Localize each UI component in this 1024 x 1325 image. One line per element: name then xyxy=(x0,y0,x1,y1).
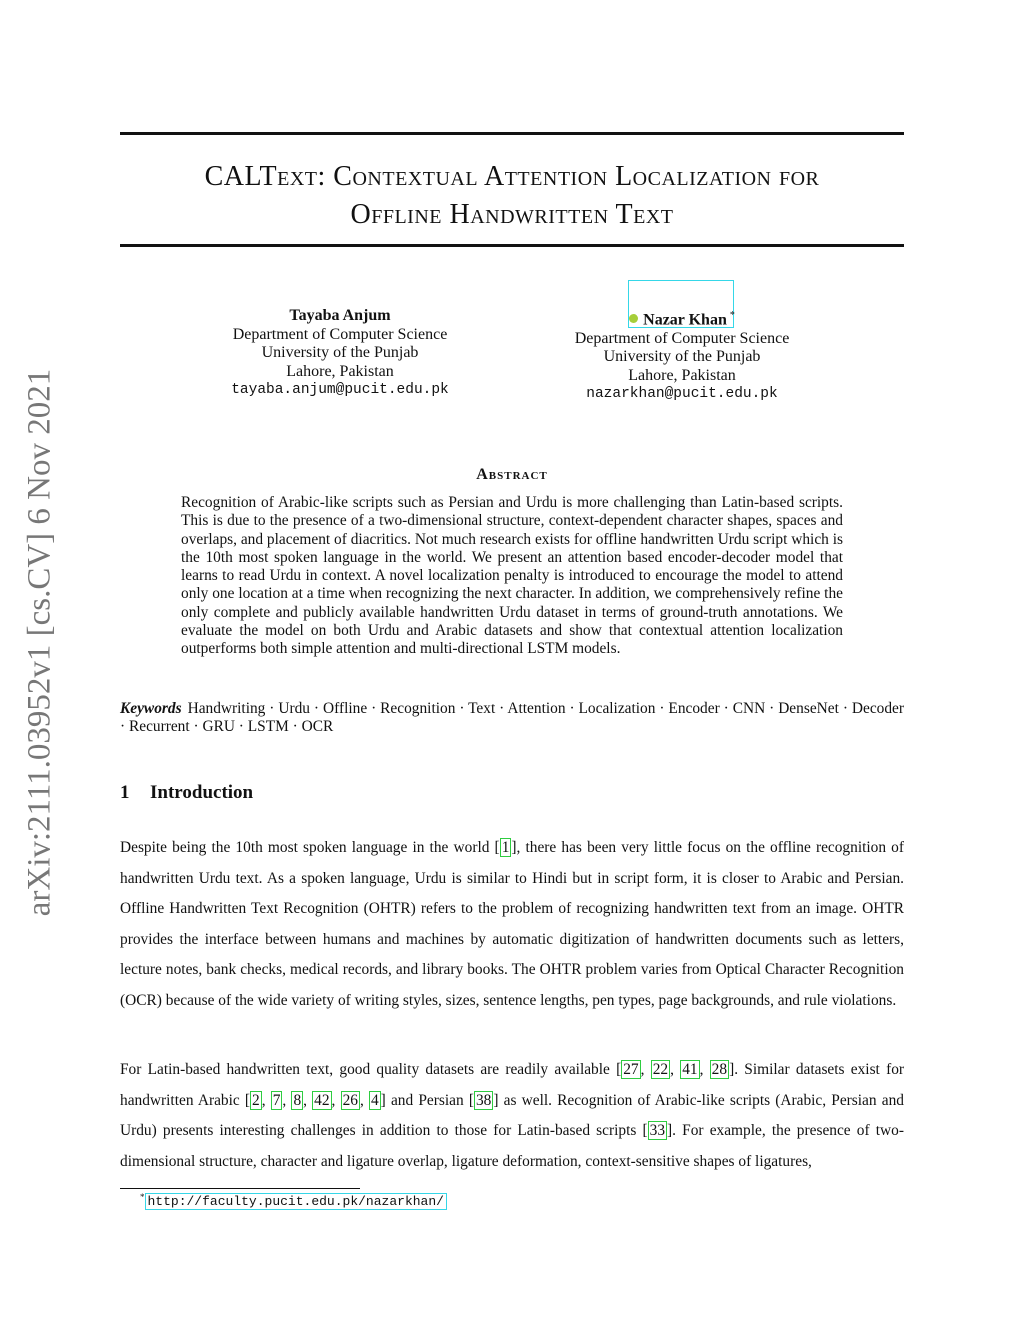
author-department: Department of Computer Science xyxy=(574,329,790,347)
footnote-mark: * xyxy=(140,1192,145,1202)
citation-link[interactable]: 22 xyxy=(652,1061,669,1078)
author-location: Lahore, Pakistan xyxy=(286,362,394,380)
abstract-heading: Abstract xyxy=(476,466,548,483)
citation-link[interactable]: 7 xyxy=(272,1091,281,1109)
para-text: ] as well. Recognition of Arabic-like scripts (Arabic, Persian and Urdu) presents interesting challenges in addition to those for Latin-based scripts [ xyxy=(120,1091,904,1139)
title-bottom-rule xyxy=(120,244,904,247)
author-email[interactable]: tayaba.anjum@pucit.edu.pk xyxy=(231,382,449,398)
author-university: University of the Punjab xyxy=(603,348,761,366)
author-email[interactable]: nazarkhan@pucit.edu.pk xyxy=(586,386,778,403)
author-location: Lahore, Pakistan xyxy=(628,366,736,384)
intro-paragraph-2: For Latin-based handwritten text, good quality datasets are readily available [ 27 , 22 , 41 , 28 ]. Similar datasets exist for handwritten Arabic [ 2 , 7 , 8 , 42 , 26 , 4 ] and Persian [ 38 ] as well. Recognition of Arabic-like scripts (Arabic, Persian and Urdu) presents interesting challenges in addition to those for Latin-based scripts [ 33 ]. For example, the presence of two-dimensional structure, character and ligature overlap, ligature deformation, context-sensitive shapes of ligatures, xyxy=(120,1061,905,1170)
arxiv-stamp xyxy=(5,355,75,930)
para-text: ], there has been very little focus on the offline recognition of handwritten Urdu text. As a spoken language, Urdu is similar to Hindi but in script form, it is closer to Arabic and Persian. Offline Handwritten Text Recognition (OHTR) refers to the problem of recognizing handwritten text from an image. OHTR provides the interface between humans and machines by automatic digitization of handwritten documents such as letters, lecture notes, bank checks, medical records, and library books. The OHTR problem varies from Optical Character Recognition (OCR) because of the wide variety of writing styles, sizes, sentence lengths, pen types, page backgrounds, and rule violations. xyxy=(120,839,904,1009)
author-department: Department of Computer Science xyxy=(232,325,448,343)
title-top-rule xyxy=(120,132,904,135)
title-line-2: Offline Handwritten Text xyxy=(350,199,674,230)
citation-link[interactable]: 26 xyxy=(342,1091,358,1109)
para-text: ] and Persian [ xyxy=(380,1091,474,1109)
author-university: University of the Punjab xyxy=(261,344,419,361)
author-name: Tayaba Anjum xyxy=(289,307,391,324)
para-text: ]. For example, the presence of two-dimensional structure, character and ligature overlap, ligature deformation, context-sensitive shapes of ligatures, xyxy=(120,1122,904,1170)
keywords-list: Handwriting · Urdu · Offline · Recognition · Text · Attention · Localization · Encoder · CNN · DenseNet · Decoder · Recurrent · GRU · LSTM · OCR xyxy=(120,700,904,736)
intro-paragraph-1 xyxy=(120,833,904,1016)
citation-link[interactable]: 33 xyxy=(649,1122,666,1139)
citation-link[interactable]: 8 xyxy=(293,1091,302,1109)
citation-link[interactable]: 38 xyxy=(475,1091,492,1109)
paper-title xyxy=(120,158,904,234)
footnote-rule xyxy=(120,1188,360,1189)
citation-link[interactable]: 4 xyxy=(370,1091,379,1109)
author-block-2 xyxy=(532,307,832,404)
author-block-1 xyxy=(190,307,490,400)
para-text: For Latin-based handwritten text, good quality datasets are readily available [ xyxy=(120,1061,622,1078)
title-line-1: CALText: Contextual Attention Localization for xyxy=(204,161,820,192)
author-name[interactable]: Nazar Khan xyxy=(643,311,727,329)
keywords-label: Keywords xyxy=(120,700,182,717)
para-text: ]. Similar datasets exist for handwritten Arabic [ xyxy=(120,1061,905,1109)
citation-link[interactable]: 2 xyxy=(252,1091,260,1109)
orcid-icon[interactable] xyxy=(629,314,638,323)
citation-link[interactable]: 42 xyxy=(314,1091,330,1109)
arxiv-identifier: arXiv:2111.03952v1 [cs.CV] 6 Nov 2021 xyxy=(21,368,58,917)
author-footnote-mark: * xyxy=(729,310,735,321)
citation-link[interactable]: 27 xyxy=(623,1061,639,1078)
abstract-text: Recognition of Arabic-like scripts such as Persian and Urdu is more challenging than Latin-based scripts. This is due to the presence of a two-dimensional structure, context-dependent character shapes, spaces and overlaps, and placement of diacritics. Not much research exists for offline handwritten Urdu script which is the 10th most spoken language in the world. We present an attention based encoder-decoder model that learns to read Urdu in context. A novel localization penalty is introduced to encourage the model to attend only one location at a time when recognizing the next character. In addition, we comprehensively refine the only complete and publicly available handwritten Urdu dataset in terms of ground-truth annotations. We evaluate the model on both Urdu and Arabic datasets and show that contextual attention localization outperforms both simple attention and multi-directional LSTM models. xyxy=(181,494,843,658)
footnote-url-link[interactable]: http://faculty.pucit.edu.pk/nazarkhan/ xyxy=(145,1193,447,1210)
citation-link[interactable]: 41 xyxy=(682,1061,698,1078)
section-number: 1 xyxy=(120,782,130,803)
citation-link[interactable]: 1 xyxy=(501,839,510,856)
para-text: Despite being the 10th most spoken language in the world [ xyxy=(120,839,500,856)
section-heading xyxy=(120,782,253,804)
citation-link[interactable]: 28 xyxy=(711,1061,728,1078)
section-title: Introduction xyxy=(150,782,254,803)
keywords xyxy=(120,700,904,737)
footnote xyxy=(140,1192,447,1209)
